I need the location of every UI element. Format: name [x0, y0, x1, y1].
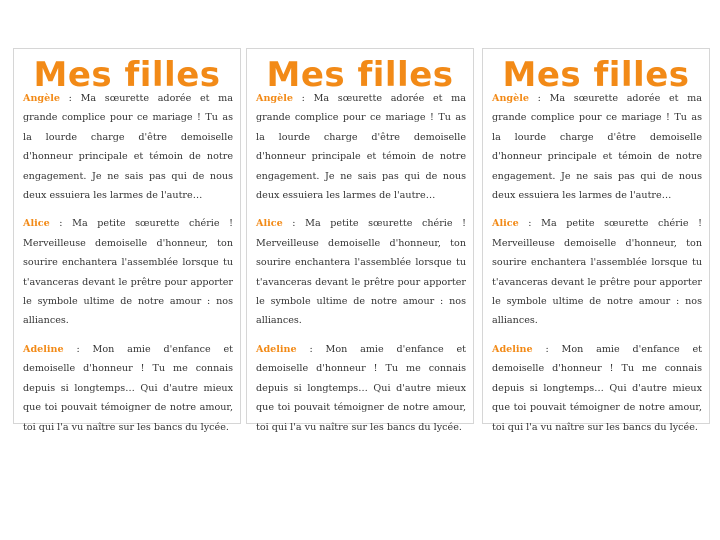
- name-angele: Angèle: [256, 93, 293, 104]
- card-title: Mes filles: [266, 55, 454, 95]
- card-title: Mes filles: [502, 55, 690, 95]
- name-adeline: Adeline: [23, 343, 64, 355]
- name-alice: Alice: [23, 218, 50, 230]
- paragraph-adeline: [492, 340, 702, 437]
- name-adeline: Adeline: [492, 343, 533, 355]
- name-alice: Alice: [492, 218, 519, 230]
- paragraph-alice: [23, 214, 233, 330]
- card-1: [13, 48, 241, 433]
- card-title: Mes filles: [33, 55, 221, 95]
- text-adeline: : Mon amie d'enfance et demoiselle d'honneur ! Tu me connais depuis si longtemps… Qui d'autre mieux que toi pouvait témoigner de notre amour, toi qui l'a vu naître sur les bancs du lycée.: [23, 343, 233, 433]
- card-3: [482, 48, 710, 433]
- paragraph-alice: [256, 214, 466, 330]
- text-angele: : Ma sœurette adorée et ma grande complice pour ce mariage ! Tu as la lourde charge d'être demoiselle d'honneur principale et témoin de notre engagement. Je ne sais pas qui de nous deux essuiera les larmes de l'autre…: [492, 93, 702, 202]
- paragraph-alice: [492, 214, 702, 330]
- name-adeline: Adeline: [256, 343, 297, 355]
- paragraph-adeline: [23, 340, 233, 437]
- text-adeline: : Mon amie d'enfance et demoiselle d'honneur ! Tu me connais depuis si longtemps… Qui d'autre mieux que toi pouvait témoigner de notre amour, toi qui l'a vu naître sur les bancs du lycée.: [492, 343, 702, 433]
- card-2: [246, 48, 474, 433]
- paragraph-angele: [492, 89, 702, 205]
- text-angele: : Ma sœurette adorée et ma grande complice pour ce mariage ! Tu as la lourde charge d'être demoiselle d'honneur principale et témoin de notre engagement. Je ne sais pas qui de nous deux essuiera les larmes de l'autre…: [23, 93, 233, 202]
- name-angele: Angèle: [23, 93, 60, 104]
- text-alice: : Ma petite sœurette chérie ! Merveilleuse demoiselle d'honneur, ton sourire enchantera l'assemblée lorsque tu t'avanceras devant le prêtre pour apporter le symbole ultime de notre amour : nos alliances.: [256, 218, 466, 327]
- text-adeline: : Mon amie d'enfance et demoiselle d'honneur ! Tu me connais depuis si longtemps… Qui d'autre mieux que toi pouvait témoigner de notre amour, toi qui l'a vu naître sur les bancs du lycée.: [256, 343, 466, 433]
- name-alice: Alice: [256, 218, 283, 230]
- card-body: [256, 89, 466, 437]
- card-body: [23, 89, 233, 437]
- card-body: [492, 89, 702, 437]
- text-angele: : Ma sœurette adorée et ma grande complice pour ce mariage ! Tu as la lourde charge d'être demoiselle d'honneur principale et témoin de notre engagement. Je ne sais pas qui de nous deux essuiera les larmes de l'autre…: [256, 93, 466, 202]
- paragraph-angele: [23, 89, 233, 205]
- text-alice: : Ma petite sœurette chérie ! Merveilleuse demoiselle d'honneur, ton sourire enchantera l'assemblée lorsque tu t'avanceras devant le prêtre pour apporter le symbole ultime de notre amour : nos alliances.: [23, 218, 233, 327]
- text-alice: : Ma petite sœurette chérie ! Merveilleuse demoiselle d'honneur, ton sourire enchantera l'assemblée lorsque tu t'avanceras devant le prêtre pour apporter le symbole ultime de notre amour : nos alliances.: [492, 218, 702, 327]
- paragraph-adeline: [256, 340, 466, 437]
- paragraph-angele: [256, 89, 466, 205]
- name-angele: Angèle: [492, 93, 529, 104]
